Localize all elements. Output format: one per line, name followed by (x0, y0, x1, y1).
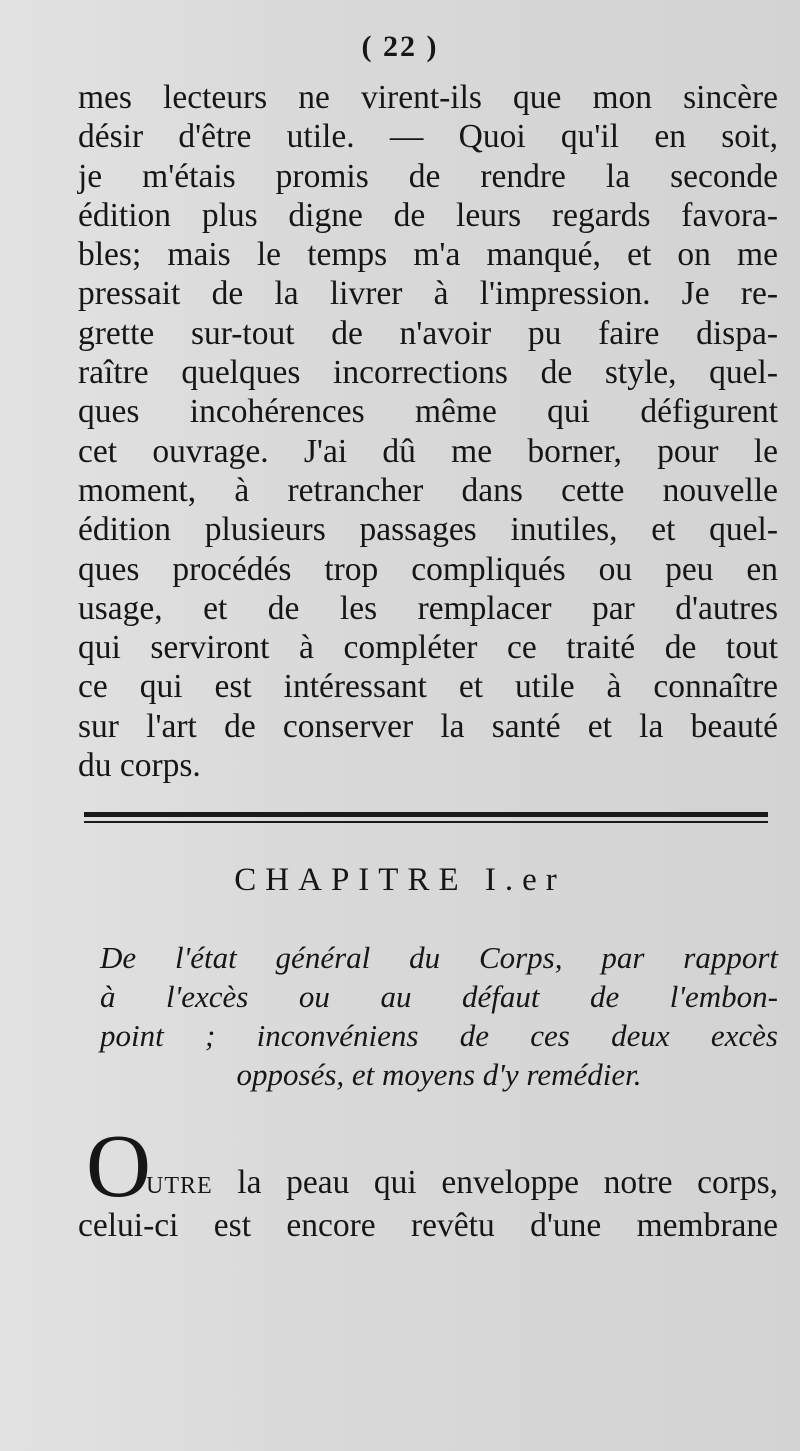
text-line (78, 1163, 778, 1206)
line-rest: la peau qui enveloppe notre corps, (237, 1164, 779, 1201)
subtitle-line: à l'excès ou au défaut de l'embon- (100, 979, 778, 1014)
chapter-paragraph (78, 1163, 778, 1246)
subtitle-line: De l'état général du Corps, par rapport (100, 940, 778, 975)
drop-cap: O (86, 1117, 151, 1216)
text-line: édition plusieurs passages inutiles, et quel- (78, 511, 778, 549)
chapter-title: CHAPITRE I.er (234, 862, 566, 898)
text-line: grette sur-tout de n'avoir pu faire dispa- (78, 314, 778, 352)
text-line: je m'étais promis de rendre la seconde (78, 157, 778, 195)
text-line: mes lecteurs ne virent-ils que mon sincère (78, 79, 778, 116)
text-line: désir d'être utile. — Quoi qu'il en soit, (78, 118, 778, 156)
text-line: cet ouvrage. J'ai dû me borner, pour le (78, 432, 778, 470)
text-line: moment, à retrancher dans cette nouvelle (78, 471, 778, 509)
first-word: UTRE (146, 1173, 213, 1199)
text-line: ce qui est intéressant et utile à connaître (78, 668, 778, 706)
text-line: celui-ci est encore revêtu d'une membrane (78, 1207, 778, 1245)
chapter-subtitle (100, 938, 778, 1094)
subtitle-line: point ; inconvéniens de ces deux excès (100, 1018, 778, 1053)
page-number: ( 22 ) (361, 30, 439, 63)
rule-thin (84, 821, 768, 823)
text-line: du corps. (78, 747, 201, 785)
text-line: raître quelques incorrections de style, quel- (78, 354, 778, 392)
body-text (78, 78, 778, 785)
text-line: édition plus digne de leurs regards favora- (78, 196, 778, 234)
subtitle-line: opposés, et moyens d'y remédier. (236, 1057, 642, 1092)
text-line: sur l'art de conserver la santé et la beauté (78, 707, 778, 745)
text-line: ques procédés trop compliqués ou peu en (78, 550, 778, 588)
text-line: bles; mais le temps m'a manqué, et on me (78, 236, 778, 274)
text-line: qui serviront à compléter ce traité de tout (78, 629, 778, 667)
text-line: pressait de la livrer à l'impression. Je re- (78, 275, 778, 313)
rule-thick (84, 812, 768, 817)
chapter-divider-rule (84, 812, 768, 823)
text-line: ques incohérences même qui défigurent (78, 393, 778, 431)
text-line: usage, et de les remplacer par d'autres (78, 589, 778, 627)
